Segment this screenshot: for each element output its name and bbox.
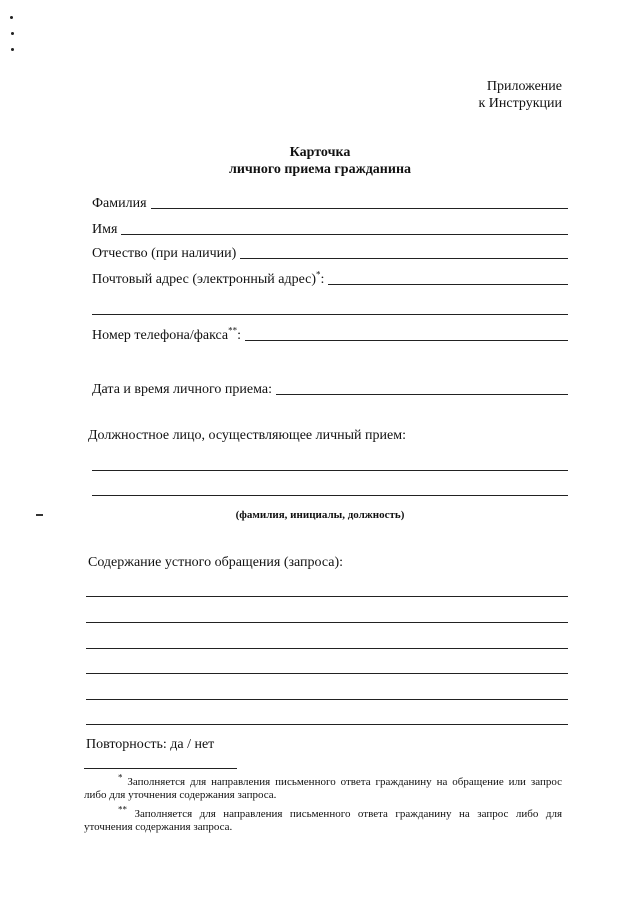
appendix-line-1: Приложение xyxy=(486,79,562,94)
content-line-4[interactable] xyxy=(86,673,568,674)
patronymic-label: Отчество (при наличии) xyxy=(92,246,237,261)
footnote-1 xyxy=(84,772,562,802)
phone-row xyxy=(92,324,568,344)
footnote-1-text: Заполняется для направления письменного ответа гражданину на обращение или запрос либо для уточнения содержания запроса. xyxy=(84,776,562,801)
document-title xyxy=(0,144,640,178)
official-field-line-2[interactable] xyxy=(92,495,568,496)
name-row xyxy=(92,218,568,238)
content-line-2[interactable] xyxy=(86,622,568,623)
datetime-field[interactable] xyxy=(276,394,568,395)
official-field-line-1[interactable] xyxy=(92,470,568,471)
patronymic-row xyxy=(92,242,568,262)
phone-colon: : xyxy=(237,328,242,343)
address-row xyxy=(92,268,568,288)
datetime-row xyxy=(92,378,568,398)
name-label: Имя xyxy=(92,222,118,237)
patronymic-field[interactable] xyxy=(240,258,568,259)
content-line-3[interactable] xyxy=(86,648,568,649)
content-line-1[interactable] xyxy=(86,596,568,597)
surname-row xyxy=(92,192,568,212)
address-label-text: Почтовый адрес (электронный адрес) xyxy=(92,272,317,287)
footnote-2-text: Заполняется для направления письменного ответа гражданину на запрос либо для уточнения содержания запроса. xyxy=(84,808,562,833)
title-line-2: личного приема гражданина xyxy=(228,162,412,177)
phone-label-text: Номер телефона/факса xyxy=(92,328,229,343)
official-caption: (фамилия, инициалы, должность) xyxy=(235,509,405,521)
footnote-1-paragraph xyxy=(84,772,562,802)
official-label: Должностное лицо, осуществляющее личный прием: xyxy=(88,428,406,443)
title-line-1: Карточка xyxy=(289,145,351,160)
appendix-header xyxy=(478,78,562,112)
content-line-5[interactable] xyxy=(86,699,568,700)
appendix-line-2: к Инструкции xyxy=(478,96,562,111)
address-label xyxy=(92,269,325,288)
address-field-continuation[interactable] xyxy=(92,314,568,315)
content-line-6[interactable] xyxy=(86,724,568,725)
footnote-2 xyxy=(84,804,562,834)
surname-label: Фамилия xyxy=(92,196,147,211)
footnote-2-paragraph xyxy=(84,804,562,834)
datetime-label: Дата и время личного приема: xyxy=(92,382,272,397)
phone-field[interactable] xyxy=(245,340,568,341)
footnote-1-mark: * xyxy=(118,772,123,783)
scan-speck xyxy=(11,48,14,51)
footnote-separator xyxy=(84,768,237,769)
scan-speck xyxy=(11,32,14,35)
surname-field[interactable] xyxy=(151,208,568,209)
phone-footnote-mark: ** xyxy=(228,325,238,336)
address-field[interactable] xyxy=(328,284,568,285)
footnote-2-mark: ** xyxy=(118,804,127,815)
content-label: Содержание устного обращения (запроса): xyxy=(88,555,344,570)
scan-speck xyxy=(10,16,13,19)
address-colon: : xyxy=(320,272,325,287)
repeat-label: Повторность: да / нет xyxy=(86,737,215,752)
phone-label xyxy=(92,325,242,344)
address-footnote-mark: * xyxy=(316,269,321,280)
name-field[interactable] xyxy=(121,234,568,235)
